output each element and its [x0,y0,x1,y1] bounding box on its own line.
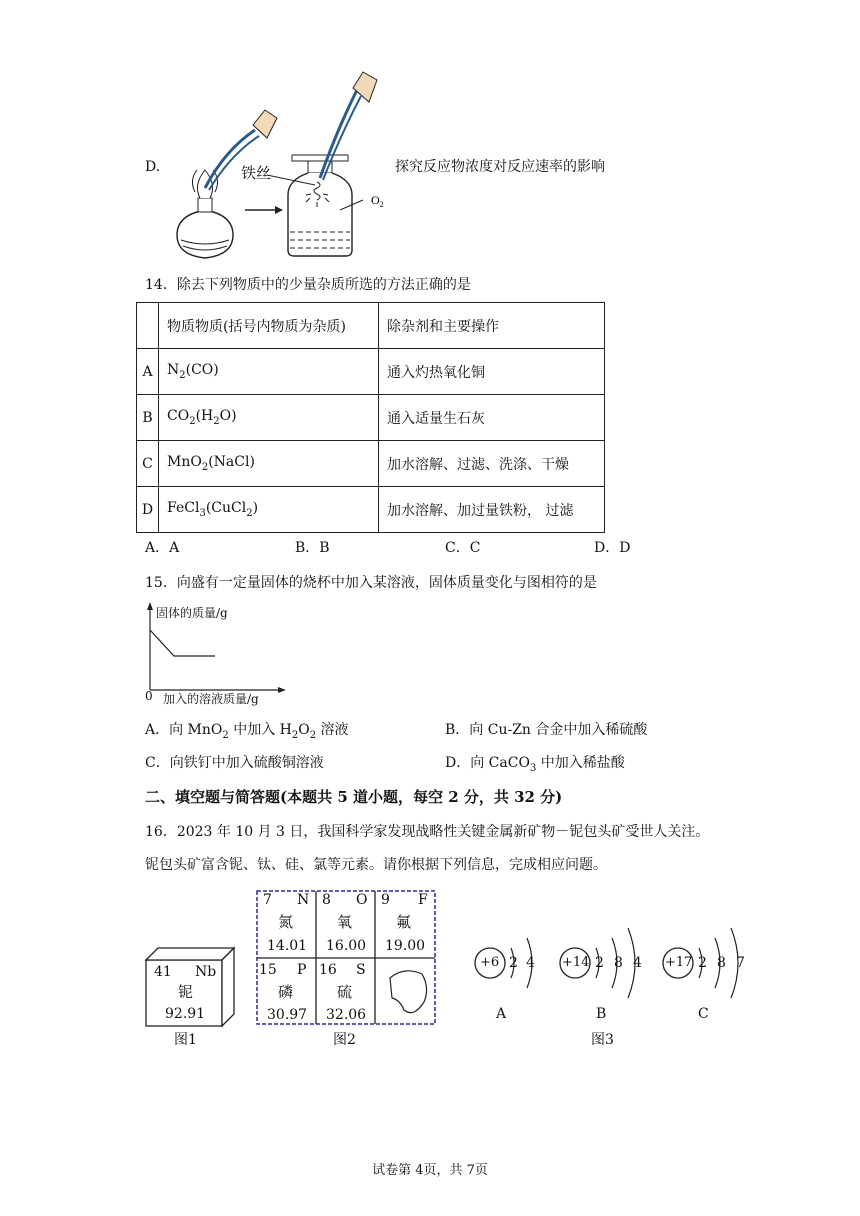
fig2-p-mass: 30.97 [267,1007,308,1023]
fig1-number: 41 [154,964,172,980]
fig1-name: 铌 [178,983,194,1001]
option-d-text: 探究反应物浓度对反应速率的影响 [395,159,605,175]
q14-table [136,302,605,533]
atom-b-nucleus: +14 [562,955,590,970]
fig2-f-number: 9 [381,892,390,908]
q16-line-1: 16．2023 年 10 月 3 日，我国科学家发现战略性关键金属新矿物－铌包头矿受世人关注。 [145,824,710,840]
graph-x-label: 加入的溶液质量/g [163,692,259,706]
table-row [137,441,605,487]
row-method: 加水溶解、过滤、洗涤、干燥 [379,441,605,487]
fig2-n-number: 7 [263,892,272,908]
row-method: 通入灼热氧化铜 [379,349,605,395]
q16-line-2: 铌包头矿富含铌、钛、硅、氯等元素。请你根据下列信息，完成相应问题。 [145,857,607,873]
fig2-o-mass: 16.00 [326,938,367,954]
fig3-atom-diagrams [460,920,760,1010]
row-key: A [137,349,159,395]
q14-choice-b: B．B [295,540,330,556]
fig1-mass: 92.91 [165,1006,206,1022]
table-row [137,349,605,395]
fig2-s-mass: 32.06 [326,1007,367,1023]
atom-c-shell-2: 8 [717,955,726,971]
atom-a-shell-1: 2 [509,955,518,971]
atom-c-shell-1: 2 [698,955,707,971]
table-header-method: 除杂剂和主要操作 [379,303,605,349]
row-key: B [137,395,159,441]
atom-b-shell-1: 2 [595,955,604,971]
atom-c-shell-3: 7 [736,955,745,971]
table-header-row [137,303,605,349]
fig2-s-symbol: S [356,962,366,978]
page-footer: 试卷第 4页，共 7页 [372,1163,488,1178]
table-row [137,395,605,441]
iron-wire-label: 铁丝 [241,164,272,182]
fig2-o-number: 8 [322,892,331,908]
table-row [137,487,605,533]
row-substance: MnO$_2$(NaCl) [159,441,379,487]
fig2-p-symbol: P [297,962,307,978]
row-key: D [137,487,159,533]
fig2-caption: 图2 [333,1032,356,1048]
q15-choice-d: D．向 CaCO$_3$ 中加入稀盐酸 [445,755,625,774]
row-substance: $CO_2(H_2O)$ [159,395,379,441]
atom-c-label: C [698,1006,709,1022]
q14-choice-c: C．C [445,540,481,556]
atom-b-shell-2: 8 [614,955,623,971]
fig2-n-mass: 14.01 [267,938,308,954]
q15-choice-c: C．向铁钉中加入硫酸铜溶液 [145,755,324,771]
q15-choice-a: A．向 MnO$_2$ 中加入 $H_2O_2$ 溶液 [145,722,349,741]
fig2-s-number: 16 [319,962,337,978]
q14-choice-a: A．A [145,540,180,556]
q15-question: 15．向盛有一定量固体的烧杯中加入某溶液，固体质量变化与图相符的是 [145,575,597,591]
fig2-f-symbol: F [418,892,428,908]
row-substance: FeCl$_3$(CuCl$_2$) [159,487,379,533]
fig1-caption: 图1 [174,1032,197,1048]
table-header-substance: 物质物质(括号内物质为杂质) [159,303,379,349]
atom-b-shell-3: 4 [633,955,642,971]
o2-label: $O_2$ [371,193,384,209]
q15-choice-b: B．向 Cu-Zn 合金中加入稀硫酸 [445,722,648,738]
fig3-caption: 图3 [591,1032,614,1048]
fig1-symbol: Nb [195,964,217,980]
graph-origin: 0 [145,689,153,703]
q14-choice-d: D．D [594,540,631,556]
fig2-f-mass: 19.00 [385,938,426,954]
fig2-p-number: 15 [259,962,277,978]
fig2-o-symbol: O [356,892,368,908]
row-key: C [137,441,159,487]
fig2-f-name: 氟 [396,913,412,931]
section-title: 二、填空题与简答题(本题共 5 道小题，每空 2 分，共 32 分) [145,788,563,806]
atom-c-nucleus: +17 [665,955,693,970]
graph-y-label: 固体的质量/g [156,606,228,620]
atom-b-label: B [596,1006,607,1022]
atom-a-nucleus: +6 [480,955,500,970]
fig2-p-name: 磷 [278,983,294,1001]
atom-a-label: A [496,1006,507,1022]
iron-wire-apparatus-figure [165,70,395,265]
row-substance: $N_2(CO)$ [159,349,379,395]
table-cell [137,303,159,349]
fig2-s-name: 硫 [337,983,353,1001]
q14-question: 14．除去下列物质中的少量杂质所选的方法正确的是 [145,277,471,293]
fig2-n-symbol: N [297,892,310,908]
fig2-n-name: 氮 [278,913,294,931]
fig2-o-name: 氧 [337,913,353,931]
row-method: 通入适量生石灰 [379,395,605,441]
row-method: 加水溶解、加过量铁粉， 过滤 [379,487,605,533]
atom-a-shell-2: 4 [526,955,535,971]
option-d-letter: D. [145,159,161,175]
